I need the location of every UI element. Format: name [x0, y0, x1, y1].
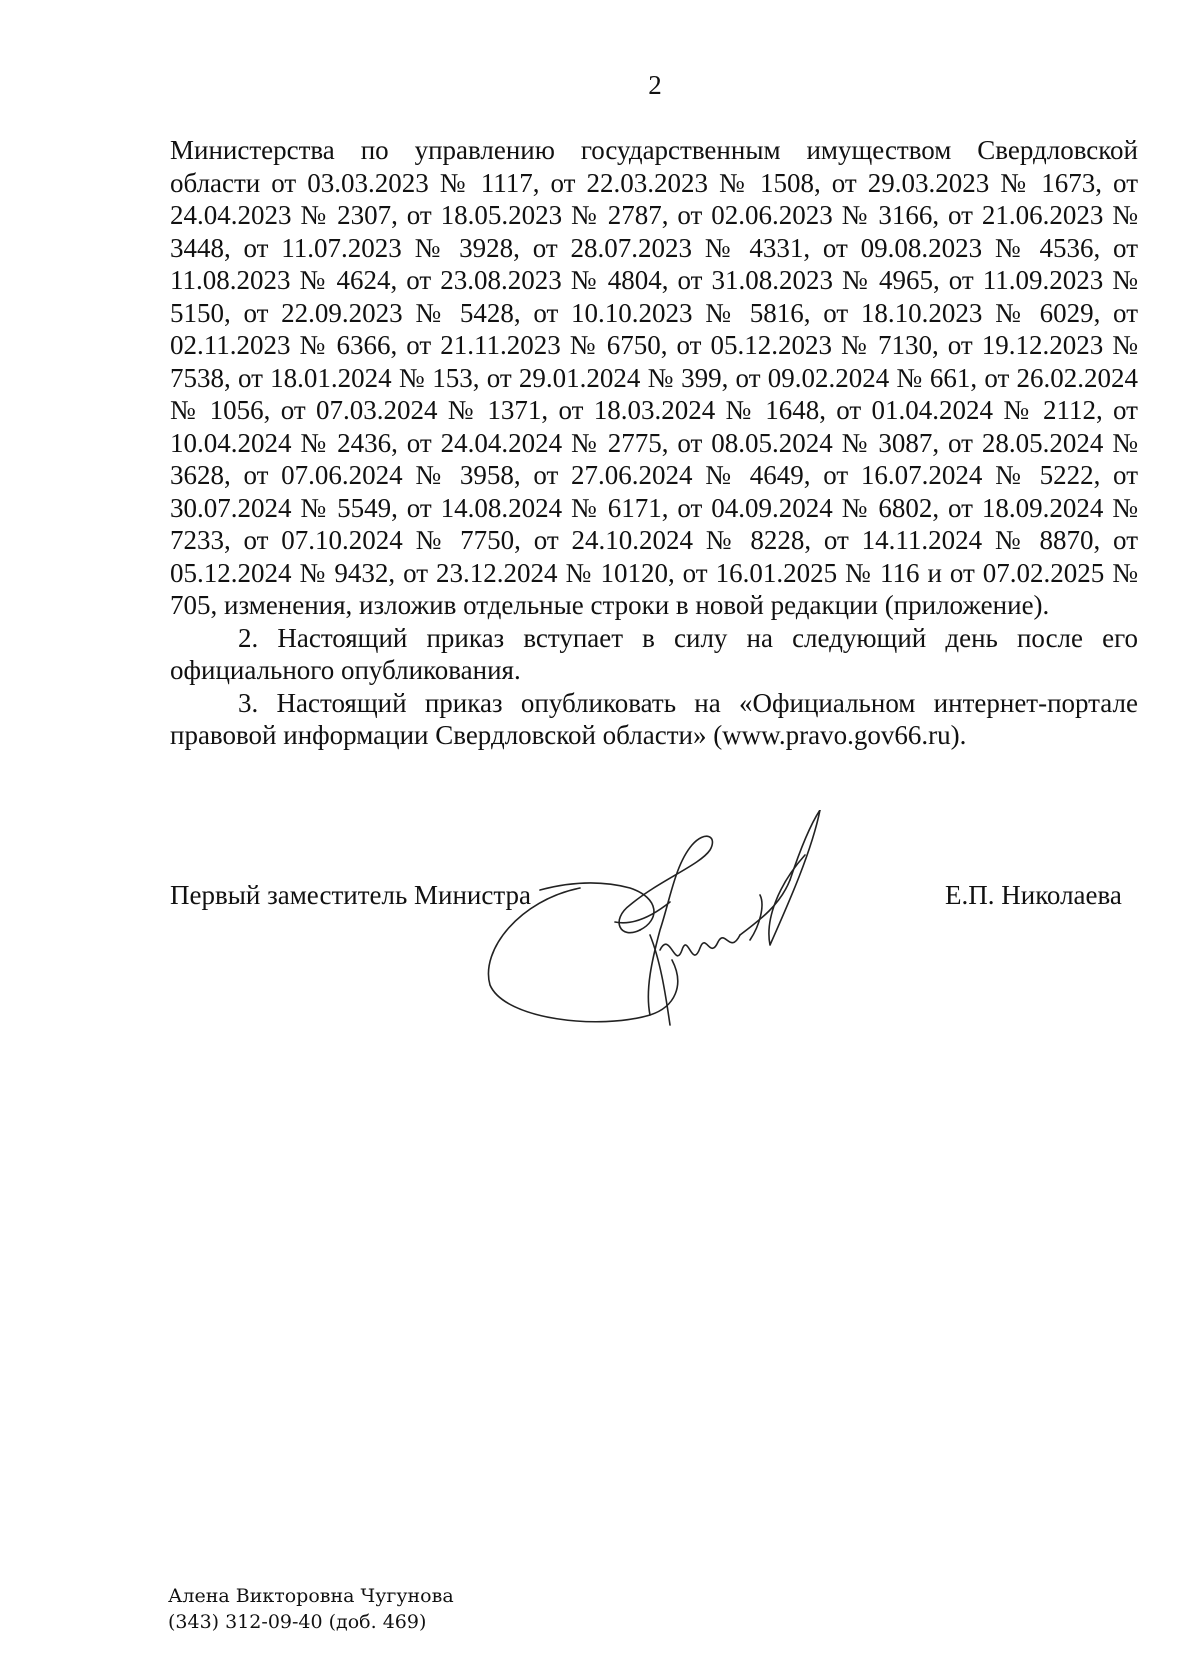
- signatory-name: Е.П. Николаева: [945, 880, 1122, 910]
- paragraph-amendments-list: Министерства по управлению государственным имуществом Свердловской области от 03.03.2023 № 1117, от 22.03.2023 № 1508, от 29.03.2023 № 1673, от 24.04.2023 № 2307, от 18.05.2023 № 2787, от 02.06.2023 № 3166, от 21.06.2023 № 3448, от 11.07.2023 № 3928, от 28.07.2023 № 4331, от 09.08.2023 № 4536, от 11.08.2023 № 4624, от 23.08.2023 № 4804, от 31.08.2023 № 4965, от 11.09.2023 № 5150, от 22.09.2023 № 5428, от 10.10.2023 № 5816, от 18.10.2023 № 6029, от 02.11.2023 № 6366, от 21.11.2023 № 6750, от 05.12.2023 № 7130, от 19.12.2023 № 7538, от 18.01.2024 № 153, от 29.01.2024 № 399, от 09.02.2024 № 661, от 26.02.2024 № 1056, от 07.03.2024 № 1371, от 18.03.2024 № 1648, от 01.04.2024 № 2112, от 10.04.2024 № 2436, от 24.04.2024 № 2775, от 08.05.2024 № 3087, от 28.05.2024 № 3628, от 07.06.2024 № 3958, от 27.06.2024 № 4649, от 16.07.2024 № 5222, от 30.07.2024 № 5549, от 14.08.2024 № 6171, от 04.09.2024 № 6802, от 18.09.2024 № 7233, от 07.10.2024 № 7750, от 24.10.2024 № 8228, от 14.11.2024 № 8870, от 05.12.2024 № 9432, от 23.12.2024 № 10120, от 16.01.2025 № 116 и от 07.02.2025 № 705, изменения, изложив отдельные строки в новой редакции (приложение).: [170, 135, 1138, 620]
- page-number: 2: [648, 70, 662, 100]
- executor-name: Алена Викторовна Чугунова: [168, 1585, 454, 1607]
- executor-phone: (343) 312-09-40 (доб. 469): [168, 1611, 427, 1633]
- document-body: [170, 134, 1138, 752]
- signatory-title: Первый заместитель Министра: [170, 880, 531, 910]
- paragraph-publication: 3. Настоящий приказ опубликовать на «Официальном интернет-портале правовой информации Свердловской области» (www.pravo.gov66.ru).: [170, 687, 1138, 750]
- handwritten-signature: [460, 810, 900, 1040]
- paragraph-effective-date: 2. Настоящий приказ вступает в силу на следующий день после его официального опубликования.: [170, 622, 1138, 685]
- executor-contact: [168, 1583, 454, 1635]
